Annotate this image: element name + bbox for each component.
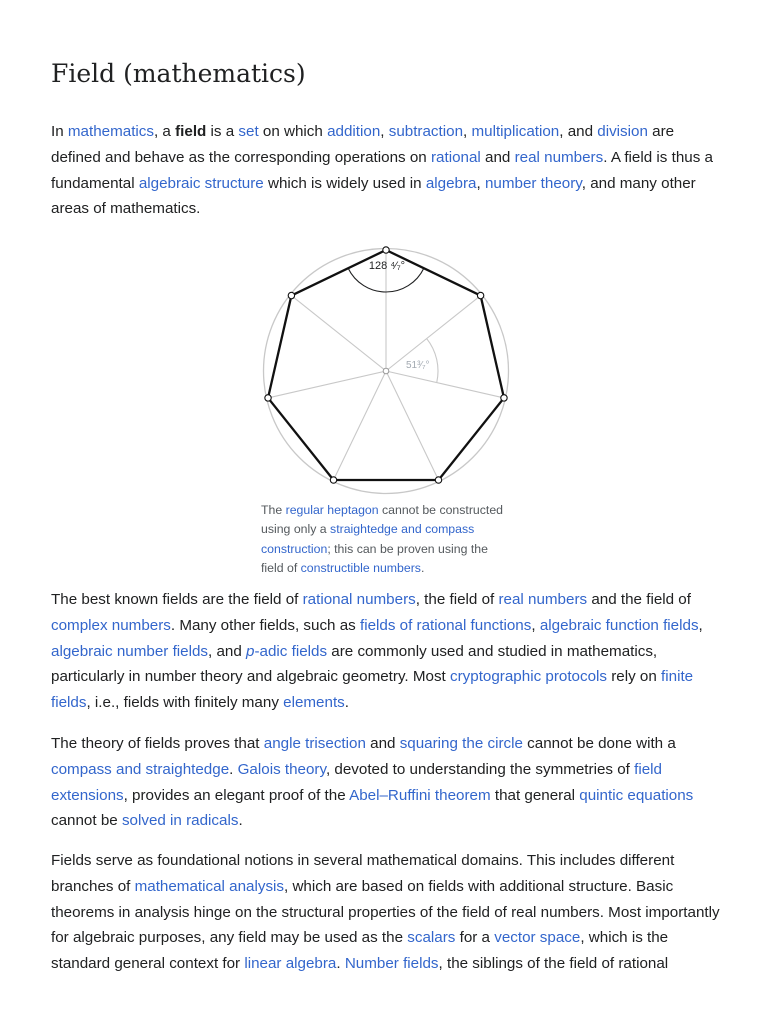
- link-real-numbers[interactable]: real numbers: [498, 591, 588, 608]
- link-division[interactable]: division: [597, 123, 648, 140]
- radius-line: [386, 371, 438, 480]
- link-number-theory[interactable]: number theory: [484, 174, 582, 192]
- vertex-point: [330, 477, 336, 483]
- link-angle-trisection[interactable]: angle trisection: [263, 735, 366, 752]
- link-p-italic[interactable]: p: [246, 642, 255, 660]
- link-regular-heptagon[interactable]: regular heptagon: [285, 503, 379, 517]
- link-addition[interactable]: addition: [327, 123, 381, 140]
- link-rational[interactable]: rational: [430, 148, 481, 166]
- radius-line: [386, 371, 504, 398]
- link-algebraic-number-fields[interactable]: algebraic number fields: [51, 642, 209, 660]
- radius-line: [268, 371, 386, 398]
- paragraph-field-theory: The theory of fields proves that angle trisection and squaring the circle cannot be done with a compass and straightedge. Galois theory, devoted to understanding the symmetries of field extensions, provides an elegant proof of the Abel–Ruffini theorem that general quintic equations cannot be solved in radicals.: [51, 735, 694, 830]
- paragraph-known-fields: The best known fields are the field of rational numbers, the field of real numbers and the field of complex numbers. Many other fields, such as fields of rational functions, algebraic function fields, algebraic number fields, and p-adic fields are commonly used and studied in mathematics, particularly in number theory and algebraic geometry. Most cryptographic protocols rely on finite fields, i.e., fields with finitely many elements.: [51, 591, 703, 712]
- radius-line: [386, 296, 481, 371]
- link-algebraic-function-fields[interactable]: algebraic function fields: [539, 616, 699, 634]
- link-scalars[interactable]: scalars: [407, 929, 456, 947]
- vertex-point: [288, 292, 294, 298]
- link-abel-ruffini-theorem[interactable]: Abel–Ruffini theorem: [349, 786, 491, 804]
- page-title: Field (mathematics): [51, 59, 306, 88]
- link-mathematical-analysis[interactable]: mathematical analysis: [134, 877, 284, 895]
- heptagon-diagram: [258, 238, 514, 500]
- link-real-numbers[interactable]: real numbers: [514, 148, 604, 166]
- link-linear-algebra[interactable]: linear algebra: [244, 955, 337, 973]
- intro-paragraph: In mathematics, a field is a set on which addition, subtraction, multiplication, and division are defined and behave as the corresponding operations on rational and real numbers. A field is thus a fundamental algebraic structure which is widely used in algebra, number theory, and many other areas of mathematics.: [51, 123, 713, 218]
- link-complex-numbers[interactable]: complex numbers: [51, 616, 171, 634]
- link-algebra[interactable]: algebra: [425, 174, 477, 192]
- link-vector-space[interactable]: vector space: [494, 929, 581, 947]
- vertex-point: [265, 395, 271, 401]
- link-squaring-the-circle[interactable]: squaring the circle: [399, 735, 523, 752]
- center-point: [383, 368, 389, 374]
- link-field-extensions[interactable]: field extensions: [51, 760, 662, 804]
- heptagon-figure[interactable]: [258, 238, 514, 500]
- link-solved-in-radicals[interactable]: solved in radicals: [121, 812, 239, 830]
- paragraph-foundations: Fields serve as foundational notions in several mathematical domains. This includes different branches of mathematical analysis, which are based on fields with additional structure. Basic theorems in analysis hinge on the structural properties of the field of real numbers. Most importantly for algebraic purposes, any field may be used as the scalars for a vector space, which is the standard general context for linear algebra. Number fields, the siblings of the field of rational: [51, 852, 720, 973]
- link-quintic-equations[interactable]: quintic equations: [579, 786, 694, 804]
- link-compass-and-straightedge[interactable]: compass and straightedge: [51, 760, 230, 778]
- link-adic-fields[interactable]: -adic fields: [254, 642, 328, 660]
- link-multiplication[interactable]: multiplication: [471, 123, 560, 140]
- vertex-point: [435, 477, 441, 483]
- link-subtraction[interactable]: subtraction: [388, 123, 464, 140]
- link-constructible-numbers[interactable]: constructible numbers: [300, 560, 421, 575]
- link-galois-theory[interactable]: Galois theory: [237, 760, 326, 778]
- vertex-point: [501, 395, 507, 401]
- link-finite-fields[interactable]: finite fields: [51, 668, 694, 712]
- link-elements[interactable]: elements: [283, 694, 345, 712]
- angle-top-label: 128 ⁴⁄₇°: [368, 260, 406, 272]
- link-number-fields[interactable]: Number fields: [344, 955, 439, 973]
- radius-line: [291, 296, 386, 371]
- link-mathematics[interactable]: mathematics: [67, 123, 154, 140]
- vertex-point: [477, 292, 483, 298]
- link-set[interactable]: set: [238, 123, 259, 140]
- link-cryptographic-protocols[interactable]: cryptographic protocols: [450, 668, 608, 686]
- angle-center-label: 51³⁄₇°: [406, 360, 430, 371]
- link-algebraic-structure[interactable]: algebraic structure: [138, 174, 264, 192]
- vertex-point: [383, 247, 389, 253]
- radius-line: [334, 371, 386, 480]
- link-straightedge-and-compass-construction[interactable]: straightedge and compass construction: [261, 522, 475, 556]
- figure-caption: The regular heptagon cannot be constructed using only a straightedge and compass construction; this can be proven using the field of constructible numbers.: [261, 503, 504, 575]
- link-rational-numbers[interactable]: rational numbers: [302, 591, 416, 608]
- bold-term: field: [175, 123, 207, 140]
- link-fields-of-rational-functions[interactable]: fields of rational functions: [359, 616, 532, 634]
